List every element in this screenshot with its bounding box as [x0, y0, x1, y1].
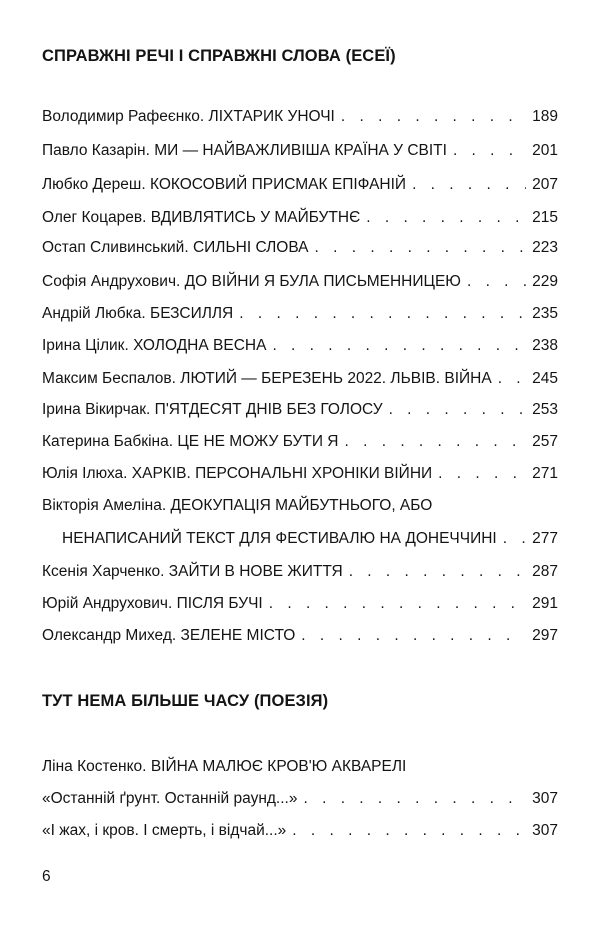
toc-entry-text [42, 790, 297, 808]
toc-page-number: 238 [532, 337, 558, 354]
toc-leader-dots [349, 563, 526, 581]
toc-page-number: 287 [532, 563, 558, 580]
toc-page-number: 253 [532, 401, 558, 418]
toc-leader-dots [453, 142, 526, 160]
toc-page-number: 229 [532, 273, 558, 290]
toc-leader-dots [412, 176, 526, 194]
toc-page-number: 215 [532, 209, 558, 226]
toc-leader-dots [344, 433, 526, 451]
toc-entry-text [42, 563, 343, 581]
toc-title: ЛІХТАРИК УНОЧІ [208, 108, 335, 125]
toc-author: Олег Коцарев. [42, 209, 147, 226]
page-number: 6 [42, 868, 51, 885]
toc-page-number: 277 [532, 530, 558, 547]
toc-entry [42, 209, 558, 231]
toc-page-number: 257 [532, 433, 558, 450]
toc-entry-text [42, 305, 233, 323]
toc-entry-text [42, 176, 406, 194]
toc-leader-dots [389, 401, 526, 419]
toc-page-number: 297 [532, 627, 558, 644]
toc-entry-text [42, 401, 383, 419]
toc-page-number: 245 [532, 370, 558, 387]
toc-title: ЗЕЛЕНЕ МІСТО [180, 627, 296, 644]
toc-page-number: 271 [532, 465, 558, 482]
toc-entry-text [62, 530, 497, 548]
toc-author: Вікторія Амеліна. [42, 497, 167, 514]
toc-entry-text [42, 433, 338, 451]
toc-author: Остап Сливинський. [42, 239, 189, 256]
toc-author: Ірина Вікирчак. [42, 401, 151, 418]
toc-leader-dots [315, 239, 526, 257]
toc-title: БЕЗСИЛЛЯ [150, 305, 234, 322]
toc-author: Андрій Любка. [42, 305, 146, 322]
toc-title: ВДИВЛЯТИСЬ У МАЙБУТНЄ [150, 209, 361, 226]
poetry-section-title: ТУТ НЕМА БІЛЬШЕ ЧАСУ (ПОЕЗІЯ) [42, 692, 329, 710]
toc-author: Софія Андрухович. [42, 273, 181, 290]
toc-title: ПІСЛЯ БУЧІ [176, 595, 263, 612]
toc-entry [42, 337, 558, 359]
toc-page-number: 201 [532, 142, 558, 159]
toc-title: ЛЮТИЙ — БЕРЕЗЕНЬ 2022. ЛЬВІВ. ВІЙНА [180, 370, 492, 387]
toc-page-number: 207 [532, 176, 558, 193]
toc-page-number: 307 [532, 790, 558, 807]
toc-page-number: 223 [532, 239, 558, 256]
toc-entry [42, 370, 558, 392]
toc-title: НЕНАПИСАНИЙ ТЕКСТ ДЛЯ ФЕСТИВАЛЮ НА ДОНЕЧЧИНІ [62, 530, 497, 547]
toc-author: Ірина Цілик. [42, 337, 129, 354]
toc-author: Катерина Бабкіна. [42, 433, 174, 450]
toc-entry-text [42, 758, 406, 776]
toc-entry [42, 563, 558, 585]
toc-entry-text [42, 497, 432, 515]
toc-title: ЦЕ НЕ МОЖУ БУТИ Я [177, 433, 339, 450]
toc-title: СИЛЬНІ СЛОВА [192, 239, 309, 256]
toc-leader-dots [341, 108, 526, 126]
toc-author: Ліна Костенко. [42, 758, 147, 775]
toc-entry [42, 822, 558, 844]
toc-title: ДЕОКУПАЦІЯ МАЙБУТНЬОГО, АБО [170, 497, 433, 514]
toc-author: Юрій Андрухович. [42, 595, 173, 612]
toc-entry [42, 273, 558, 295]
toc-author: Юлія Ілюха. [42, 465, 128, 482]
toc-title: П'ЯТДЕСЯТ ДНІВ БЕЗ ГОЛОСУ [154, 401, 383, 418]
toc-author: Ксенія Харченко. [42, 563, 165, 580]
toc-entry [42, 758, 558, 780]
toc-entry-continuation [62, 530, 558, 552]
toc-leader-dots [301, 627, 526, 645]
toc-page-number: 235 [532, 305, 558, 322]
toc-entry [42, 401, 558, 423]
toc-leader-dots [239, 305, 526, 323]
toc-title: ХАРКІВ. ПЕРСОНАЛЬНІ ХРОНІКИ ВІЙНИ [131, 465, 433, 482]
toc-entry [42, 108, 558, 130]
toc-author: Олександр Михед. [42, 627, 177, 644]
toc-page-number: 291 [532, 595, 558, 612]
toc-title: ВІЙНА МАЛЮЄ КРОВ'Ю АКВАРЕЛІ [150, 758, 407, 775]
toc-entry [42, 627, 558, 649]
toc-entry-text [42, 465, 432, 483]
toc-page-number: 307 [532, 822, 558, 839]
toc-leader-dots [272, 337, 526, 355]
toc-leader-dots [498, 370, 526, 388]
toc-page-number: 189 [532, 108, 558, 125]
toc-leader-dots [269, 595, 526, 613]
toc-title: «І жах, і кров. І смерть, і відчай...» [42, 822, 287, 839]
toc-title: ЗАЙТИ В НОВЕ ЖИТТЯ [168, 563, 343, 580]
toc-entry [42, 465, 558, 487]
toc-entry [42, 497, 558, 519]
toc-author: Любко Дереш. [42, 176, 146, 193]
toc-leader-dots [467, 273, 526, 291]
toc-title: МИ — НАЙВАЖЛИВІША КРАЇНА У СВІТІ [154, 142, 447, 159]
toc-entry-text [42, 370, 492, 388]
toc-leader-dots [366, 209, 526, 227]
toc-author: Павло Казарін. [42, 142, 150, 159]
toc-entry [42, 176, 558, 198]
toc-entry-text [42, 822, 286, 840]
toc-entry [42, 142, 558, 164]
toc-entry-text [42, 273, 461, 291]
essays-section-title: СПРАВЖНІ РЕЧІ І СПРАВЖНІ СЛОВА (ЕСЕЇ) [42, 47, 396, 65]
toc-leader-dots [292, 822, 526, 840]
toc-author: Максим Беспалов. [42, 370, 176, 387]
toc-entry [42, 595, 558, 617]
toc-entry-text [42, 209, 360, 227]
toc-entry-text [42, 595, 263, 613]
toc-leader-dots [303, 790, 526, 808]
toc-entry [42, 239, 558, 261]
toc-leader-dots [503, 530, 526, 548]
toc-title: «Останній ґрунт. Останній раунд...» [42, 790, 298, 807]
toc-entry [42, 790, 558, 812]
toc-entry [42, 305, 558, 327]
toc-entry-text [42, 108, 335, 126]
toc-leader-dots [438, 465, 526, 483]
toc-entry [42, 433, 558, 455]
toc-entry-text [42, 627, 295, 645]
toc-entry-text [42, 337, 266, 355]
toc-entry-text [42, 142, 447, 160]
toc-entry-text [42, 239, 309, 257]
toc-title: ДО ВІЙНИ Я БУЛА ПИСЬМЕННИЦЕЮ [184, 273, 461, 290]
toc-author: Володимир Рафеєнко. [42, 108, 205, 125]
toc-title: ХОЛОДНА ВЕСНА [133, 337, 267, 354]
toc-title: КОКОСОВИЙ ПРИСМАК ЕПІФАНІЙ [149, 176, 407, 193]
